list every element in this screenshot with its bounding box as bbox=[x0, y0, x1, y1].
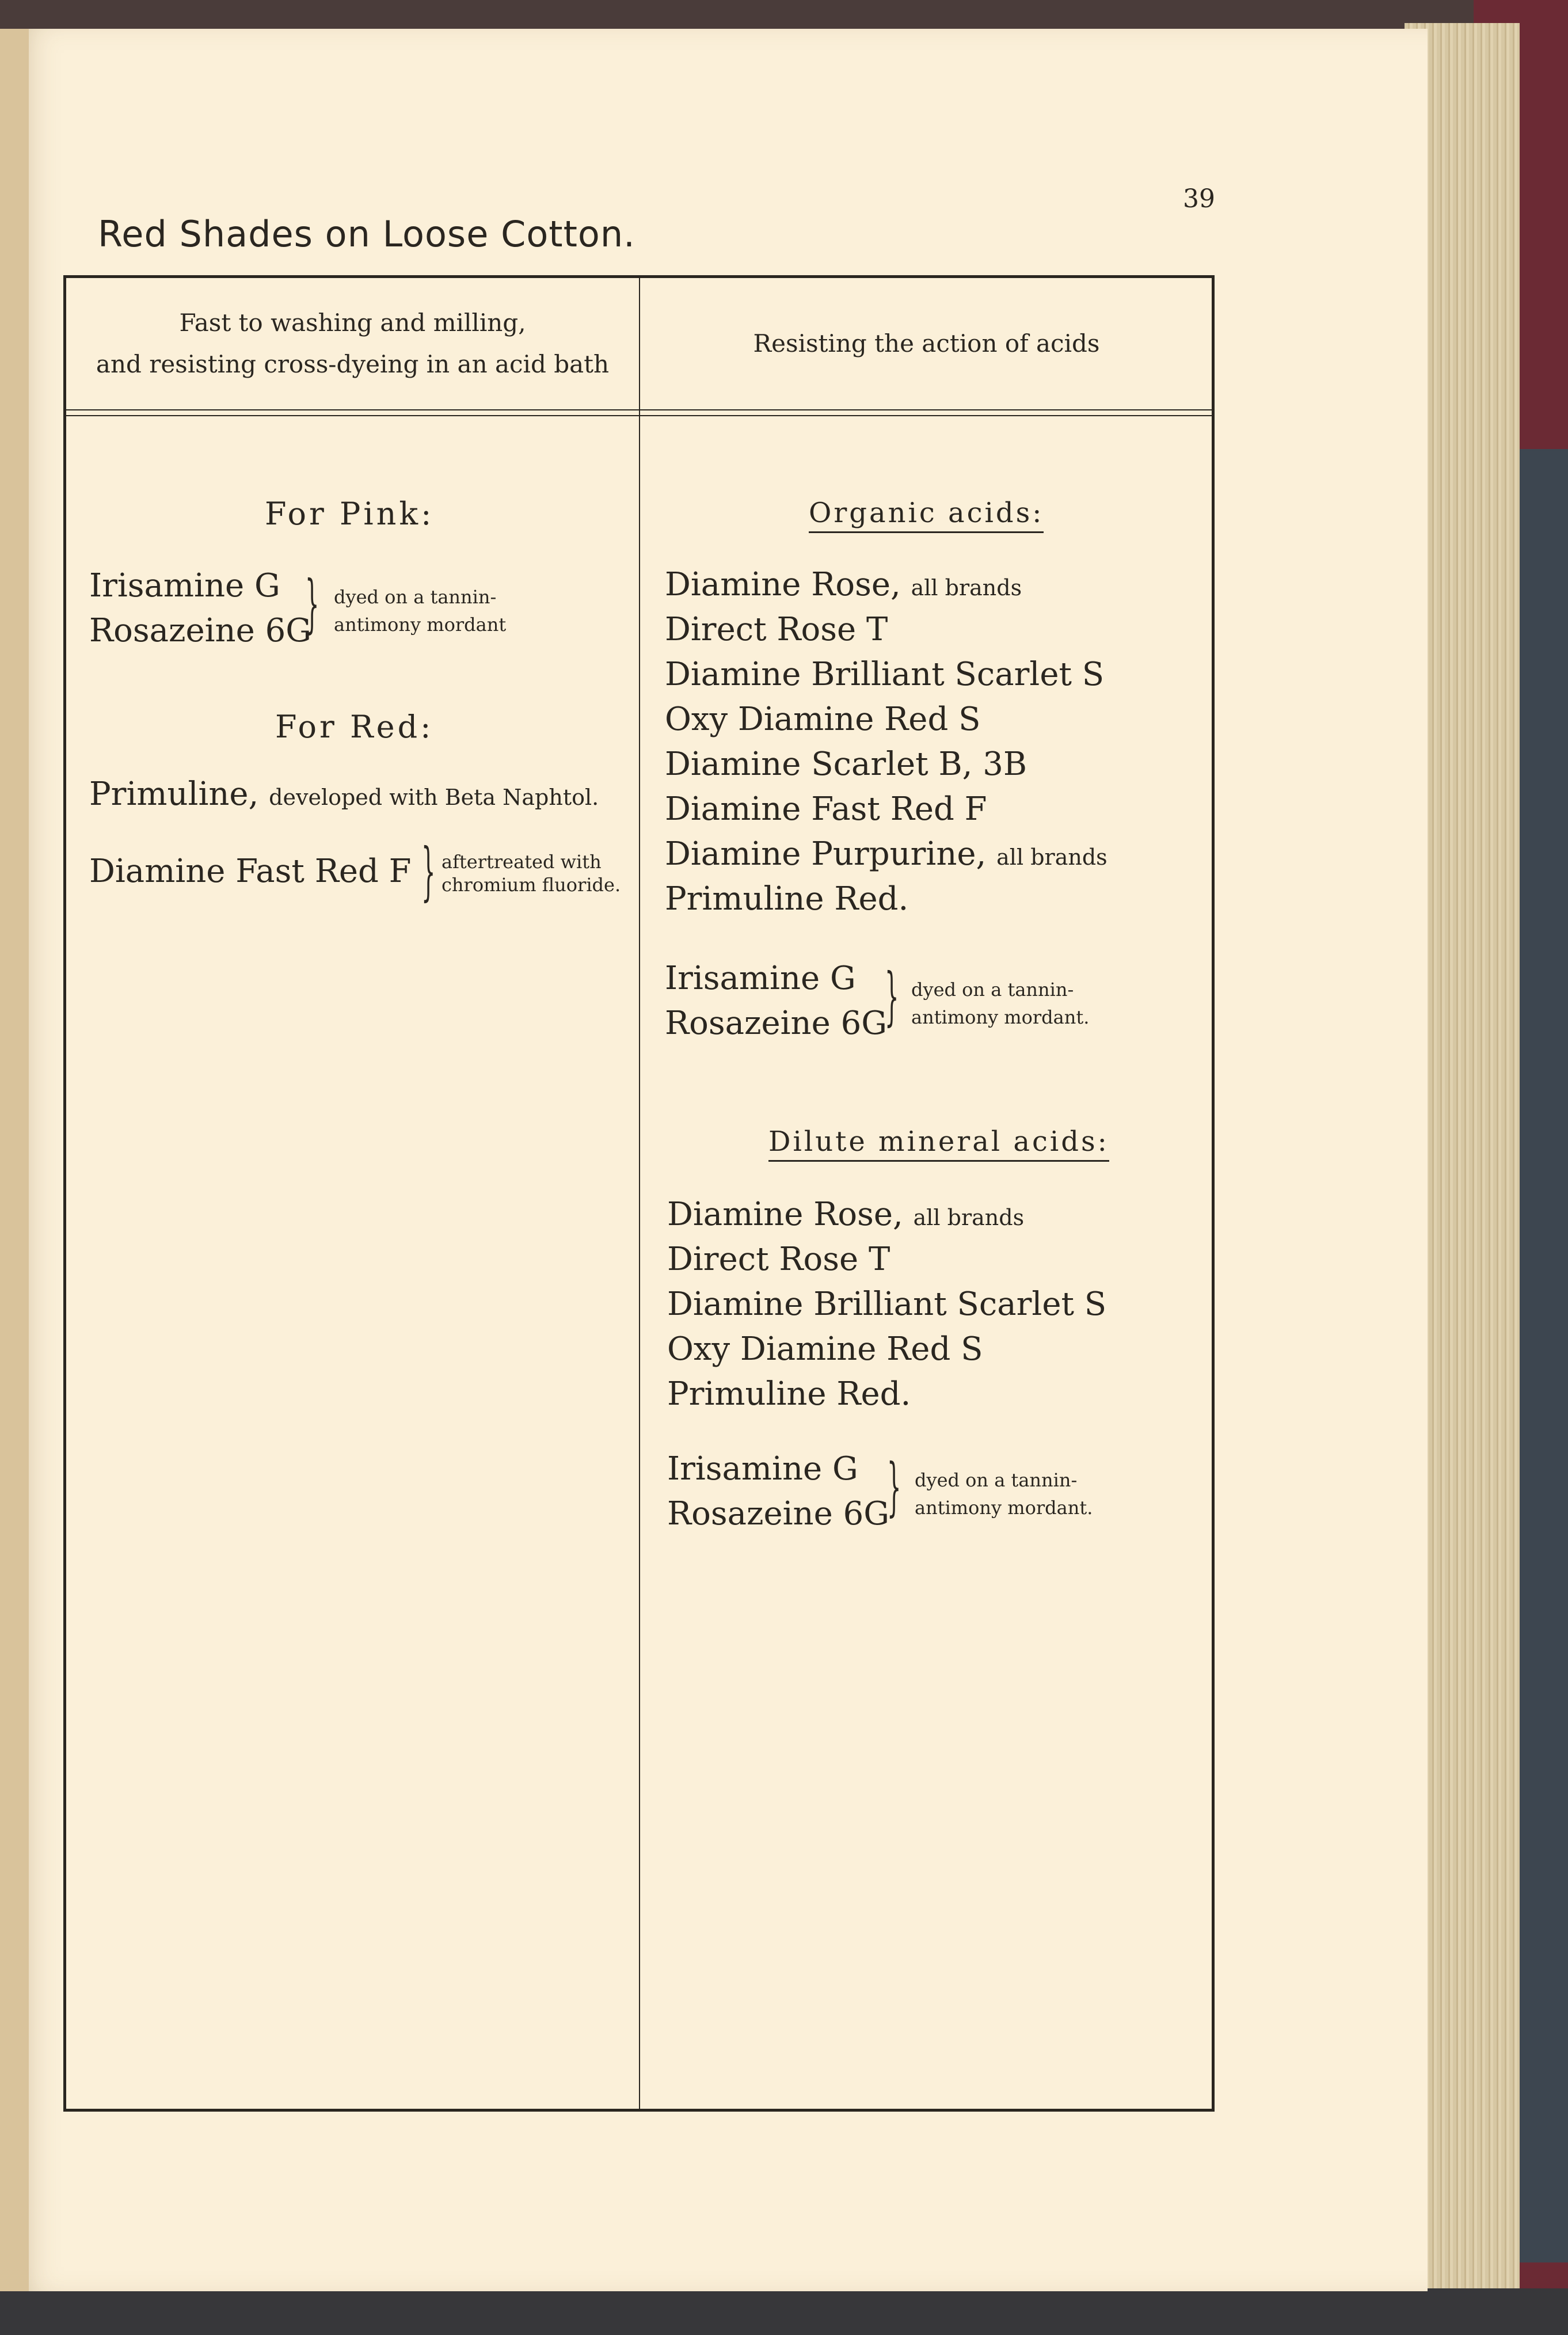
list-item bbox=[667, 1196, 1024, 1233]
dye-name: Diamine Scarlet B, 3B bbox=[665, 746, 1027, 783]
note-text: dyed on a tannin- bbox=[911, 979, 1074, 1001]
dye-name: Direct Rose T bbox=[667, 1241, 890, 1278]
list-item bbox=[665, 566, 1022, 603]
list-item bbox=[89, 775, 599, 813]
note-text: dyed on a tannin- bbox=[915, 1469, 1078, 1491]
dye-name: Primuline Red. bbox=[665, 880, 909, 918]
left-gutter bbox=[0, 29, 29, 2291]
dye-name: Diamine Purpurine, bbox=[665, 835, 987, 873]
list-item bbox=[665, 656, 1104, 693]
list-item bbox=[665, 701, 980, 738]
list-item bbox=[665, 746, 1027, 783]
dye-name: Diamine Fast Red F bbox=[665, 790, 987, 828]
brace-icon: } bbox=[885, 959, 899, 1033]
dye-name: Primuline Red. bbox=[667, 1375, 911, 1413]
book-bottom-edge bbox=[0, 2288, 1568, 2335]
dye-note: all brands bbox=[996, 845, 1108, 870]
brace-icon: } bbox=[887, 1450, 901, 1523]
list-item bbox=[665, 790, 987, 828]
note-text: antimony mordant bbox=[334, 614, 507, 636]
dye-name: Diamine Brilliant Scarlet S bbox=[667, 1286, 1107, 1323]
list-item: Irisamine G bbox=[89, 567, 280, 604]
list-item: Diamine Fast Red F bbox=[89, 853, 412, 890]
organic-acids-heading: Organic acids: bbox=[809, 497, 1044, 533]
list-item: Irisamine G bbox=[665, 960, 856, 997]
dye-name: Diamine Rose, bbox=[665, 566, 901, 603]
note-text: dyed on a tannin- bbox=[334, 586, 497, 608]
dye-note: all brands bbox=[913, 1205, 1025, 1230]
list-item: Rosazeine 6G bbox=[667, 1495, 889, 1532]
note-text: chromium fluoride. bbox=[442, 874, 621, 896]
dye-name: Direct Rose T bbox=[665, 611, 888, 648]
page-number: 39 bbox=[1183, 184, 1215, 214]
list-item bbox=[667, 1375, 911, 1413]
column-divider bbox=[639, 278, 640, 2109]
left-header-line: Fast to washing and milling, bbox=[179, 309, 526, 337]
dye-name: Oxy Diamine Red S bbox=[665, 701, 981, 738]
list-item bbox=[665, 880, 908, 918]
list-item bbox=[667, 1330, 983, 1368]
note-text: antimony mordant. bbox=[911, 1006, 1090, 1028]
dye-name: Diamine Brilliant Scarlet S bbox=[665, 656, 1105, 693]
list-item bbox=[665, 835, 1108, 873]
list-item: Rosazeine 6G bbox=[89, 612, 311, 649]
for-pink-heading: For Pink: bbox=[265, 496, 435, 532]
header-rule bbox=[66, 415, 1212, 416]
list-item bbox=[665, 611, 888, 648]
right-header-text: Resisting the action of acids bbox=[753, 329, 1100, 358]
dye-table bbox=[63, 275, 1215, 2112]
header-rule bbox=[66, 409, 1212, 410]
list-item: Irisamine G bbox=[667, 1450, 858, 1488]
right-column-header bbox=[640, 278, 1213, 409]
brace-icon: } bbox=[305, 566, 319, 640]
list-item bbox=[667, 1286, 1106, 1323]
for-red-heading: For Red: bbox=[275, 709, 434, 745]
primuline-note: developed with Beta Naphtol. bbox=[269, 785, 599, 810]
left-header-line: and resisting cross-dyeing in an acid bath bbox=[96, 350, 610, 378]
list-item: Rosazeine 6G bbox=[665, 1005, 887, 1042]
left-column-header bbox=[66, 278, 639, 409]
brace-icon: } bbox=[421, 834, 436, 908]
list-item bbox=[667, 1241, 890, 1278]
dye-note: all brands bbox=[911, 575, 1022, 600]
page-title: Red Shades on Loose Cotton. bbox=[98, 213, 635, 255]
primuline-label: Primuline, bbox=[89, 775, 259, 813]
mineral-acids-heading: Dilute mineral acids: bbox=[768, 1125, 1109, 1162]
note-text: aftertreated with bbox=[442, 851, 602, 873]
dye-name: Oxy Diamine Red S bbox=[667, 1330, 983, 1368]
dye-name: Diamine Rose, bbox=[667, 1196, 903, 1233]
note-text: antimony mordant. bbox=[915, 1497, 1093, 1519]
book-cover-stripe bbox=[1520, 449, 1568, 2262]
